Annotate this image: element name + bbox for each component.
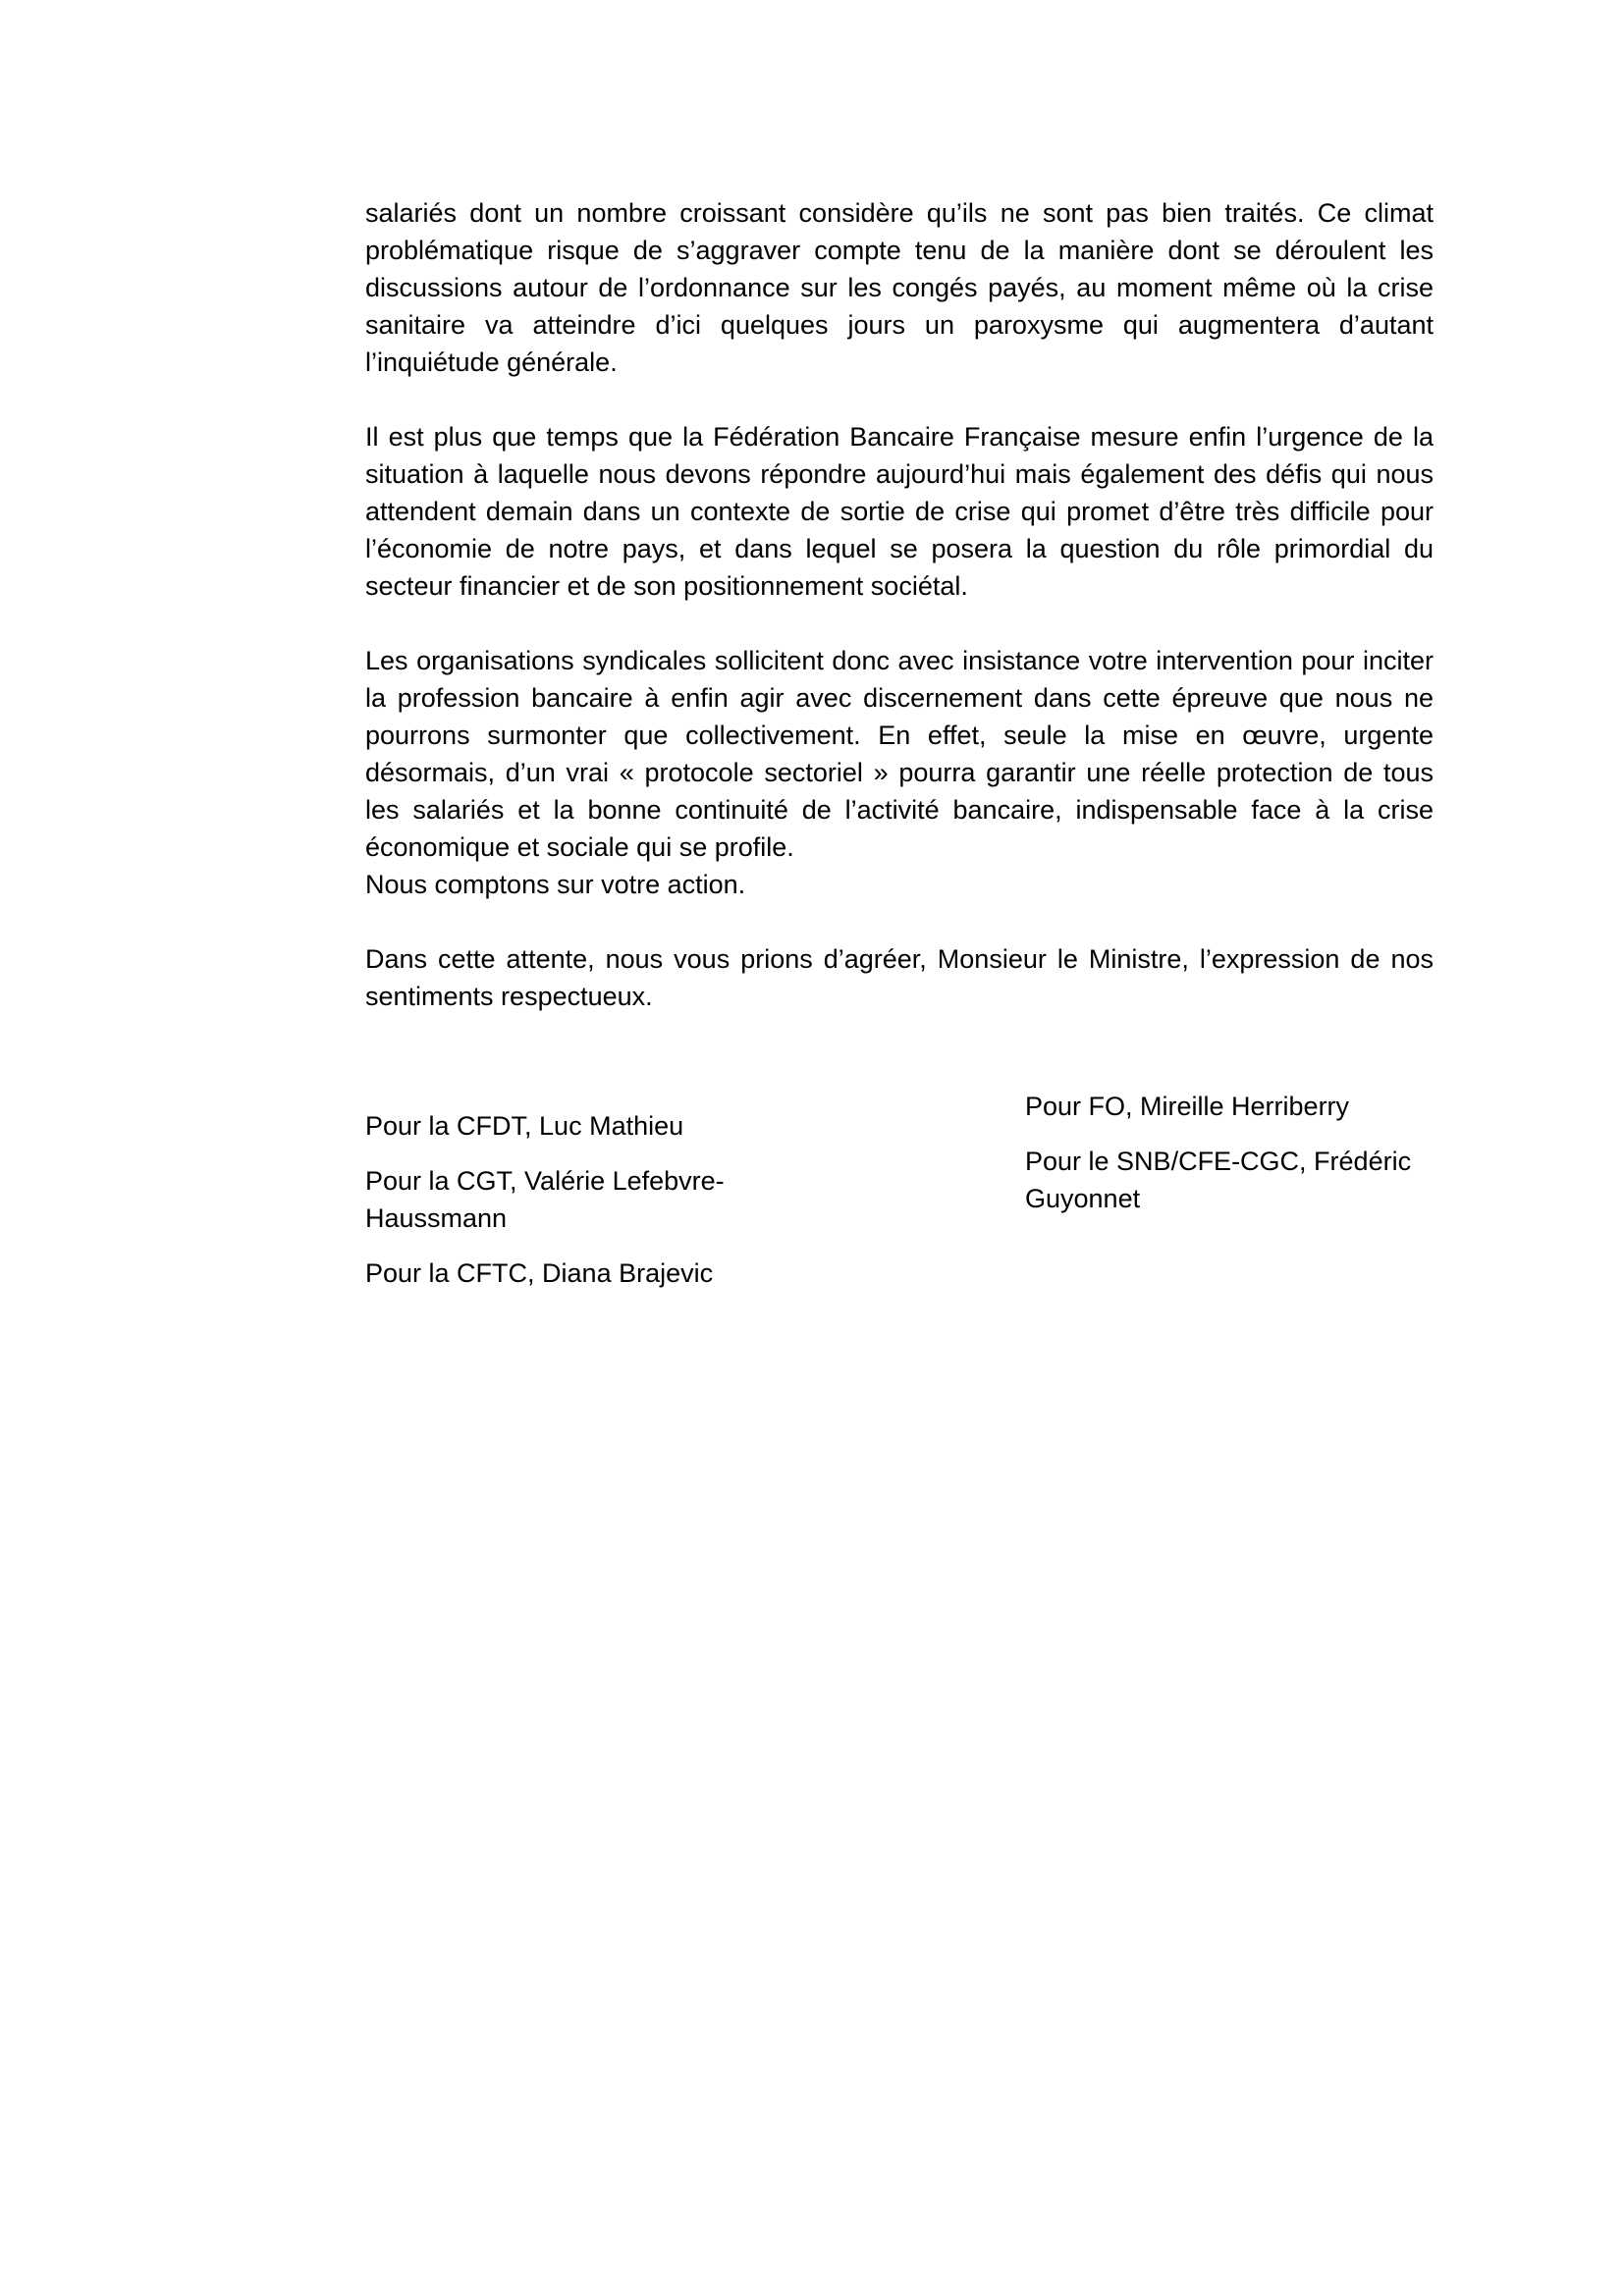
body-paragraph-3-closing: Nous comptons sur votre action.	[365, 870, 746, 899]
signature-column-right	[1025, 1088, 1434, 1235]
signature-cfdt: Pour la CFDT, Luc Mathieu	[365, 1111, 684, 1141]
signature-block	[365, 1088, 1434, 1309]
signature-fo: Pour FO, Mireille Herriberry	[1025, 1092, 1350, 1121]
body-paragraph-2: Il est plus que temps que la Fédération Bancaire Française mesure enfin l’urgence de la situation à laquelle nous devons répondre aujourd’hui mais également des défis qui nous attendent demain dans un contexte de sortie de crise qui promet d’être très difficile pour l’économie de notre pays, et dans lequel se posera la question du rôle primordial du secteur financier et de son positionnement sociétal.	[365, 422, 1434, 601]
signature-cgt: Pour la CGT, Valérie Lefebvre-Haussmann	[365, 1166, 725, 1233]
body-paragraph-1: salariés dont un nombre croissant considère qu’ils ne sont pas bien traités. Ce climat problématique risque de s’aggraver compte tenu de la manière dont se déroulent les discussions autour de l’ordonnance sur les congés payés, au moment même où la crise sanitaire va atteindre d’ici quelques jours un paroxysme qui augmentera d’autant l’inquiétude générale.	[365, 198, 1434, 377]
signature-cftc: Pour la CFTC, Diana Brajevic	[365, 1258, 714, 1288]
signature-snb-cfe-cgc: Pour le SNB/CFE-CGC, Frédéric Guyonnet	[1025, 1147, 1412, 1213]
signature-column-left	[365, 1088, 1025, 1309]
body-paragraph-3: Les organisations syndicales sollicitent donc avec insistance votre intervention pour inciter la profession bancaire à enfin agir avec discernement dans cette épreuve que nous ne pourrons surmonter que collectivement. En effet, seule la mise en œuvre, urgente désormais, d’un vrai « protocole sectoriel » pourra garantir une réelle protection de tous les salariés et la bonne continuité de l’activité bancaire, indispensable face à la crise économique et sociale qui se profile.	[365, 646, 1434, 862]
letter-body	[365, 194, 1434, 1309]
body-paragraph-4: Dans cette attente, nous vous prions d’agréer, Monsieur le Ministre, l’expression de nos sentiments respectueux.	[365, 944, 1434, 1011]
